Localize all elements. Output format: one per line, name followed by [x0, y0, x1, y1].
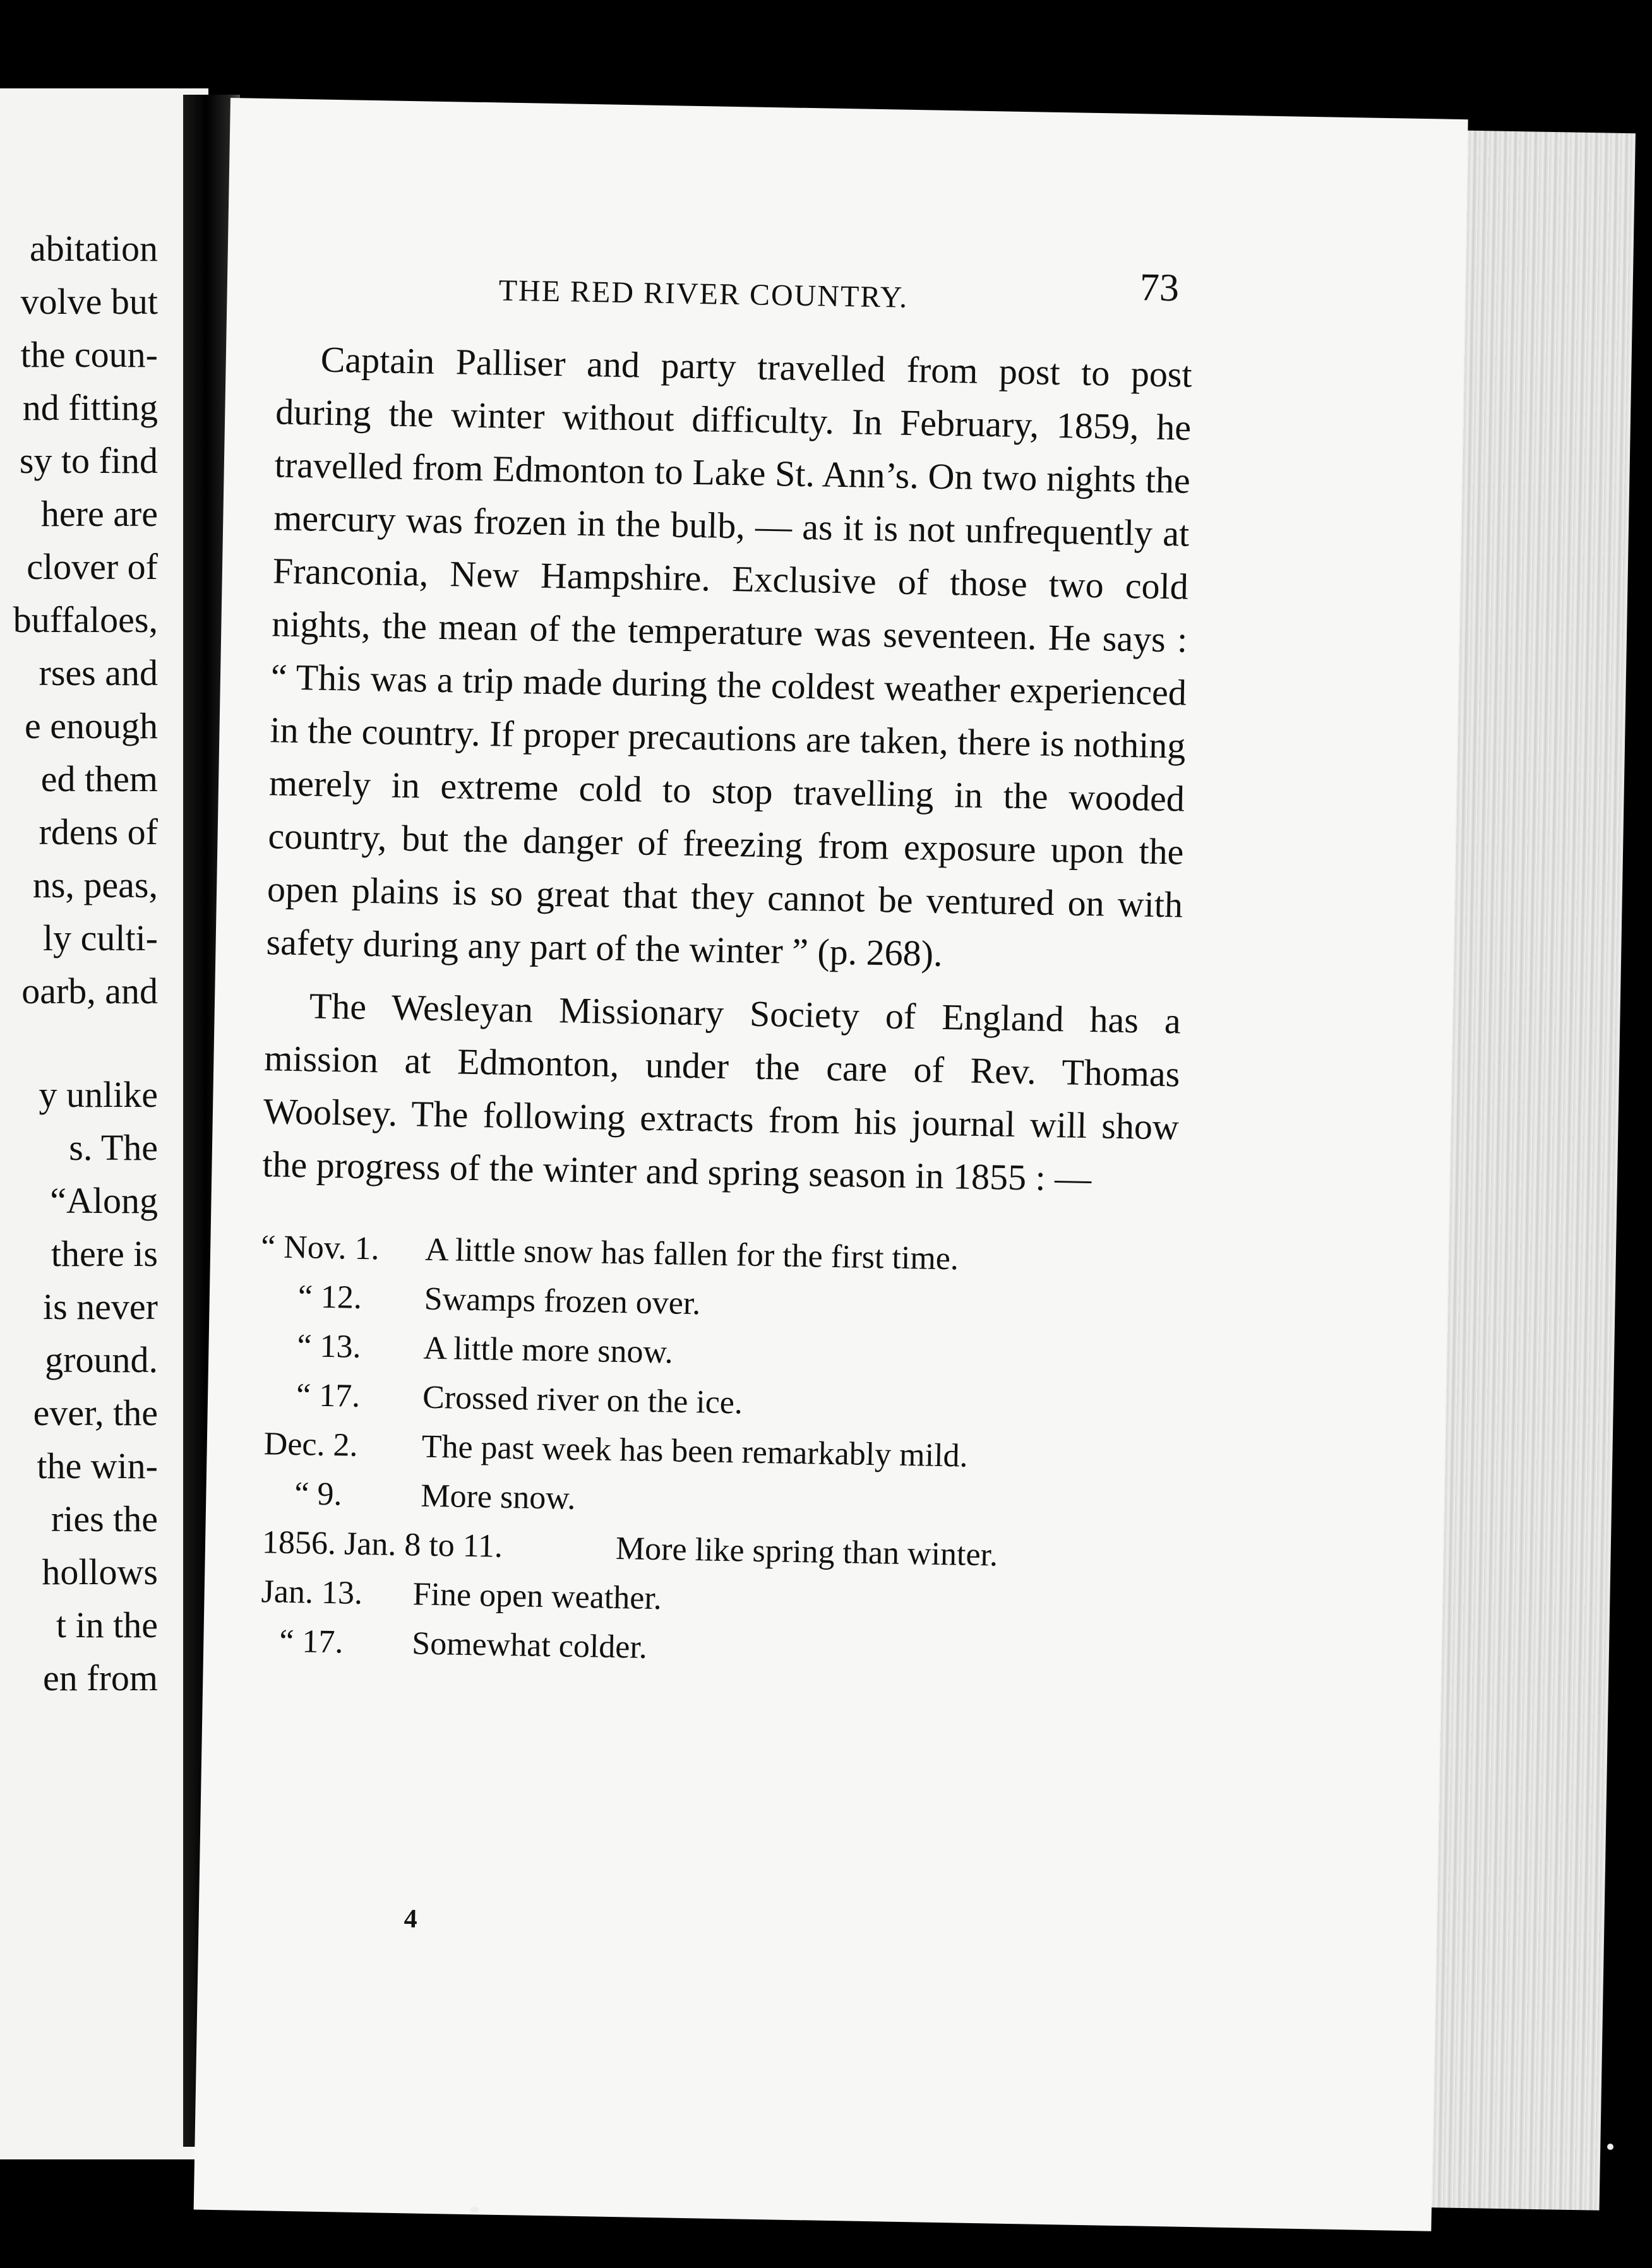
running-head: THE RED RIVER COUNTRY. — [498, 273, 909, 314]
left-page-line: hollows — [42, 1551, 158, 1592]
left-page-line: ns, peas, — [32, 864, 158, 905]
left-page-line: ever, the — [33, 1392, 158, 1433]
left-page-line: is never — [43, 1286, 158, 1327]
scan-speck — [1607, 2144, 1613, 2150]
page-number: 73 — [1139, 266, 1180, 310]
left-page-line: abitation — [30, 228, 158, 269]
left-page-line: y unlike — [39, 1074, 158, 1115]
entry-date: “ 12. — [297, 1279, 362, 1316]
left-page-line: the win- — [37, 1445, 158, 1486]
left-page-line: oarb, and — [21, 970, 158, 1012]
left-page-line: ground. — [45, 1339, 158, 1380]
left-page-line: here are — [40, 493, 158, 534]
entry-date: “ 9. — [294, 1476, 343, 1513]
left-page-line: s. The — [69, 1127, 158, 1168]
left-page-line: rdens of — [39, 811, 158, 852]
left-page-line: volve but — [20, 281, 158, 322]
left-page-line: clover of — [27, 546, 158, 587]
left-page-line: rses and — [39, 652, 158, 693]
left-page-line: ries the — [51, 1498, 158, 1539]
entry-date: Jan. 13. — [261, 1573, 363, 1612]
left-page — [0, 88, 208, 2159]
right-page — [194, 98, 1468, 2231]
entry-date: “ Nov. 1. — [260, 1229, 380, 1267]
left-page-line: the coun- — [20, 334, 158, 375]
left-page-line: ed them — [40, 758, 158, 799]
entry-text: The past week has been remarkably mild. — [421, 1428, 969, 1474]
left-page-line: en from — [43, 1657, 158, 1698]
left-page-line: “Along — [50, 1180, 158, 1221]
entry-date: “ 17. — [296, 1377, 361, 1414]
paragraph: The Wesleyan Missionary Society of England has a mission at Edmonton, under the care of Rev. Thomas Woolsey. The following extracts from his journal will show the progress of the winter and spring season in 1855 : — — [261, 985, 1182, 1200]
entry-text: Fine open weather. — [412, 1576, 662, 1617]
entry-text: More like spring than winter. — [615, 1531, 998, 1573]
entry-text: Crossed river on the ice. — [422, 1379, 743, 1421]
left-page-line: e enough — [25, 705, 158, 746]
left-page-line: nd fitting — [22, 387, 158, 428]
left-page-line: ly culti- — [42, 917, 158, 958]
left-page-line: t in the — [56, 1604, 158, 1645]
left-page-line: buffaloes, — [13, 599, 158, 640]
entry-text: A little snow has fallen for the first time. — [424, 1231, 959, 1277]
signature-mark: 4 — [404, 1904, 418, 1934]
left-page-line: sy to find — [19, 440, 158, 481]
journal-extracts — [254, 1222, 1177, 1681]
entry-text: A little more snow. — [422, 1330, 674, 1371]
text-block — [254, 332, 1193, 1681]
entry-date: Dec. 2. — [263, 1426, 358, 1464]
left-page-line: there is — [51, 1233, 158, 1274]
entry-date: “ 17. — [278, 1623, 344, 1661]
entry-text: Swamps frozen over. — [424, 1280, 701, 1322]
entry-date: “ 13. — [297, 1328, 362, 1365]
entry-text: Somewhat colder. — [411, 1625, 648, 1666]
entry-date: 1856. Jan. 8 to 11. — [261, 1524, 503, 1565]
scan-speck — [470, 2207, 479, 2213]
entry-text: More snow. — [420, 1477, 576, 1517]
paragraph: Captain Palliser and party travelled from post to post during the winter without difficulty. In February, 1859, he travelled from Edmonton to Lake St. Ann’s. On two nights the mercury was frozen in the bulb, — as it is not unfrequently at Franconia, New Hampshire. Exclusive of those two cold nights, the mean of the temperature was seventeen. He says : “ This was a trip made during the coldest weather experienced in the country. If proper precautions are taken, there is nothing merely in extreme cold to stop travelling in the wooded country, but the danger of freezing from exposure upon the open plains is so great that they cannot be ventured on with safety during any part of the winter ” (p. 268). — [266, 338, 1193, 974]
